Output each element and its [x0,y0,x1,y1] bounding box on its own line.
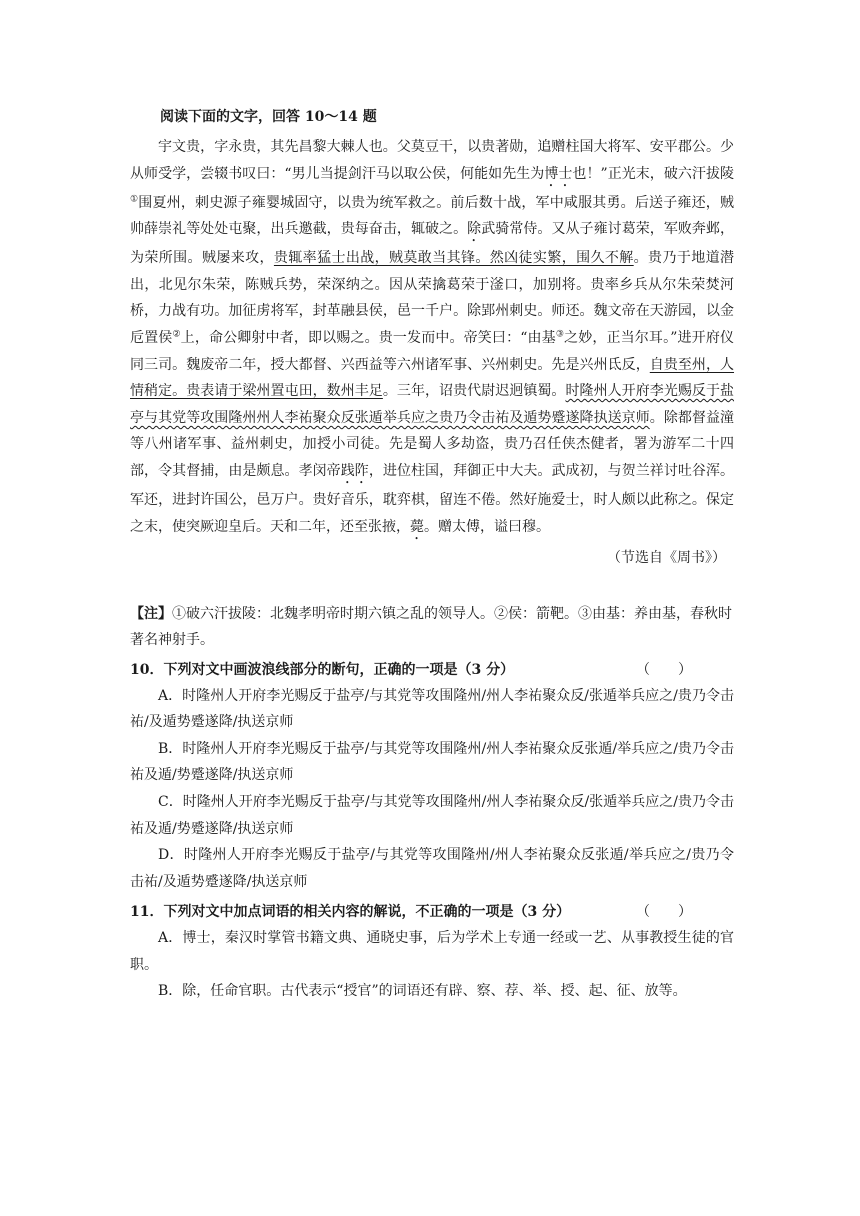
wavy-underlined-segment: 时隆州人开府李光赐反于盐亭与其党等攻围隆州州人李祐聚众反张遁举兵应之贵乃令击祐及遁势蹙遂降执送京师 [130,383,735,426]
question-11-title [130,899,734,925]
question-10-title [130,657,734,683]
passage-text: 武骑常侍。又从子雍讨葛荣，军败奔邺，为荣所围。贼屡来攻， [130,221,735,267]
passage-text: ，进位柱国，拜御正中大夫。武成初，与贺兰祥讨吐谷浑。军还，进封许国公，邑万户。贵好音乐，耽弈棋，留连不倦。然好施爱士，时人颇以此称之。保定之末，使突厥迎皇后。天和二年，还至张掖， [130,462,735,535]
underlined-sentence-2: 自贵至州，人情稍定。贵表请于梁州置屯田，数州丰足 [130,356,735,400]
document-content [130,104,734,1005]
passage-text: 之妙，正当尔耳。”进开府仪同三司。魏废帝二年，授大都督、兴西益等六州诸军事、兴州刺史。先是兴州氐反， [130,329,734,373]
source-citation: （节选自《周书》） [607,549,726,566]
note-label: 【注】 [130,605,172,622]
dotted-word-boshi-1: 博 [544,165,559,182]
classical-passage [130,134,734,543]
answer-blank-10: （ ） [636,661,692,678]
q11-option-a: A．博士，秦汉时掌管书籍文典、通晓史事，后为学术上专通一经或一艺、从事教授生徒的官职。 [130,930,734,973]
q11-option-b: B．除，任命官职。古代表示“授官”的词语还有辟、察、荐、举、授、起、征、放等。 [158,983,687,1000]
passage-text: 围夏州，刺史源子雍婴城固守，以贵为统军救之。前后数十战，军中咸服其勇。后送子雍还，贼帅薛崇礼等处处屯聚，出兵邀截，贵每奋击，辄破之。 [130,194,734,238]
passage-text: 。赠太傅，谥曰穆。 [424,518,550,535]
reading-heading: 阅读下面的文字，回答 10～14 题 [160,109,377,125]
passage-text: 也！”正光末，破六汗拔陵 [572,165,735,182]
footnote-marker-2: ② [172,329,181,340]
answer-blank-11: （ ） [636,904,692,921]
question-10-text: 10．下列对文中画波浪线部分的断句，正确的一项是（3 分） [130,661,515,678]
footnote-marker-3: ③ [555,329,565,340]
q10-option-b: B．时隆州人开府李光赐反于盐亭/与其党等攻围隆州/州人李祐聚众反张遁/举兵应之/贵乃令击祐及遁/势蹙遂降/执送京师 [130,740,734,784]
footnotes [130,601,734,653]
q10-option-c: C．时隆州人开府李光赐反于盐亭/与其党等攻围隆州/州人李祐聚众反/张遁举兵应之/贵乃令击祐及遁/势蹙遂降/执送京师 [130,793,734,837]
passage-text: 。三年，诏贵代尉迟迥镇蜀。 [382,383,566,400]
passage-text: 上，命公卿射中者，即以赐之。贵一发而中。帝笑曰：“由基 [180,329,556,346]
q10-option-a: A．时隆州人开府李光赐反于盐亭/与其党等攻围隆州/州人李祐聚众反/张遁举兵应之/贵乃令击祐/及遁势蹙遂降/执送京师 [130,687,734,731]
passage-text: 宇文贵，字永贵，其先昌黎大棘人也。父莫豆干，以贵著勋，追赠柱国大将军、安平郡公。少从师受学，尝辍书叹曰：“男儿当提剑汗马以取公侯，何能如先生为 [130,139,734,182]
passage-text: 。除都督益潼等八州诸军事、益州刺史，加授小司徒。先是蜀人多劫盗，贵乃召任侠杰健者，署为游军二十四部，令其督捕，由是颇息。孝闵帝 [130,409,735,479]
question-11-text: 11．下列对文中加点词语的相关内容的解说，不正确的一项是（3 分） [130,904,571,921]
dotted-word-boshi-2: 士 [558,165,573,182]
underlined-sentence-1: 贵辄率猛士出战，贼莫敢当其锋。然凶徒实繁，围久不解 [273,250,634,267]
q10-option-d: D．时隆州人开府李光赐反于盐亭/与其党等攻围隆州/州人李祐聚众反张遁/举兵应之/贵乃令击祐/及遁势蹙遂降/执送京师 [130,847,734,890]
dotted-word-hong: 薨 [410,518,424,535]
note-text: ①破六汗拔陵：北魏孝明帝时期六镇之乱的领导人。②侯：箭靶。③由基：养由基，春秋时著名神射手。 [130,605,732,648]
dotted-word-chu: 除 [467,221,482,238]
footnote-marker-1: ① [130,193,139,204]
dotted-word-zuo: 阼 [354,462,369,479]
dotted-word-jian: 践 [340,462,355,479]
passage-text: 。贵乃于地道潜出，北见尔朱荣，陈贼兵势，荣深纳之。因从荣擒葛荣于滏口，加别将。贵率乡兵从尔朱荣焚河桥，力战有功。加征虏将军，封革融县侯，邑一千户。除郢州刺史。师还。魏文帝在天游园，以金卮置侯 [130,250,735,346]
